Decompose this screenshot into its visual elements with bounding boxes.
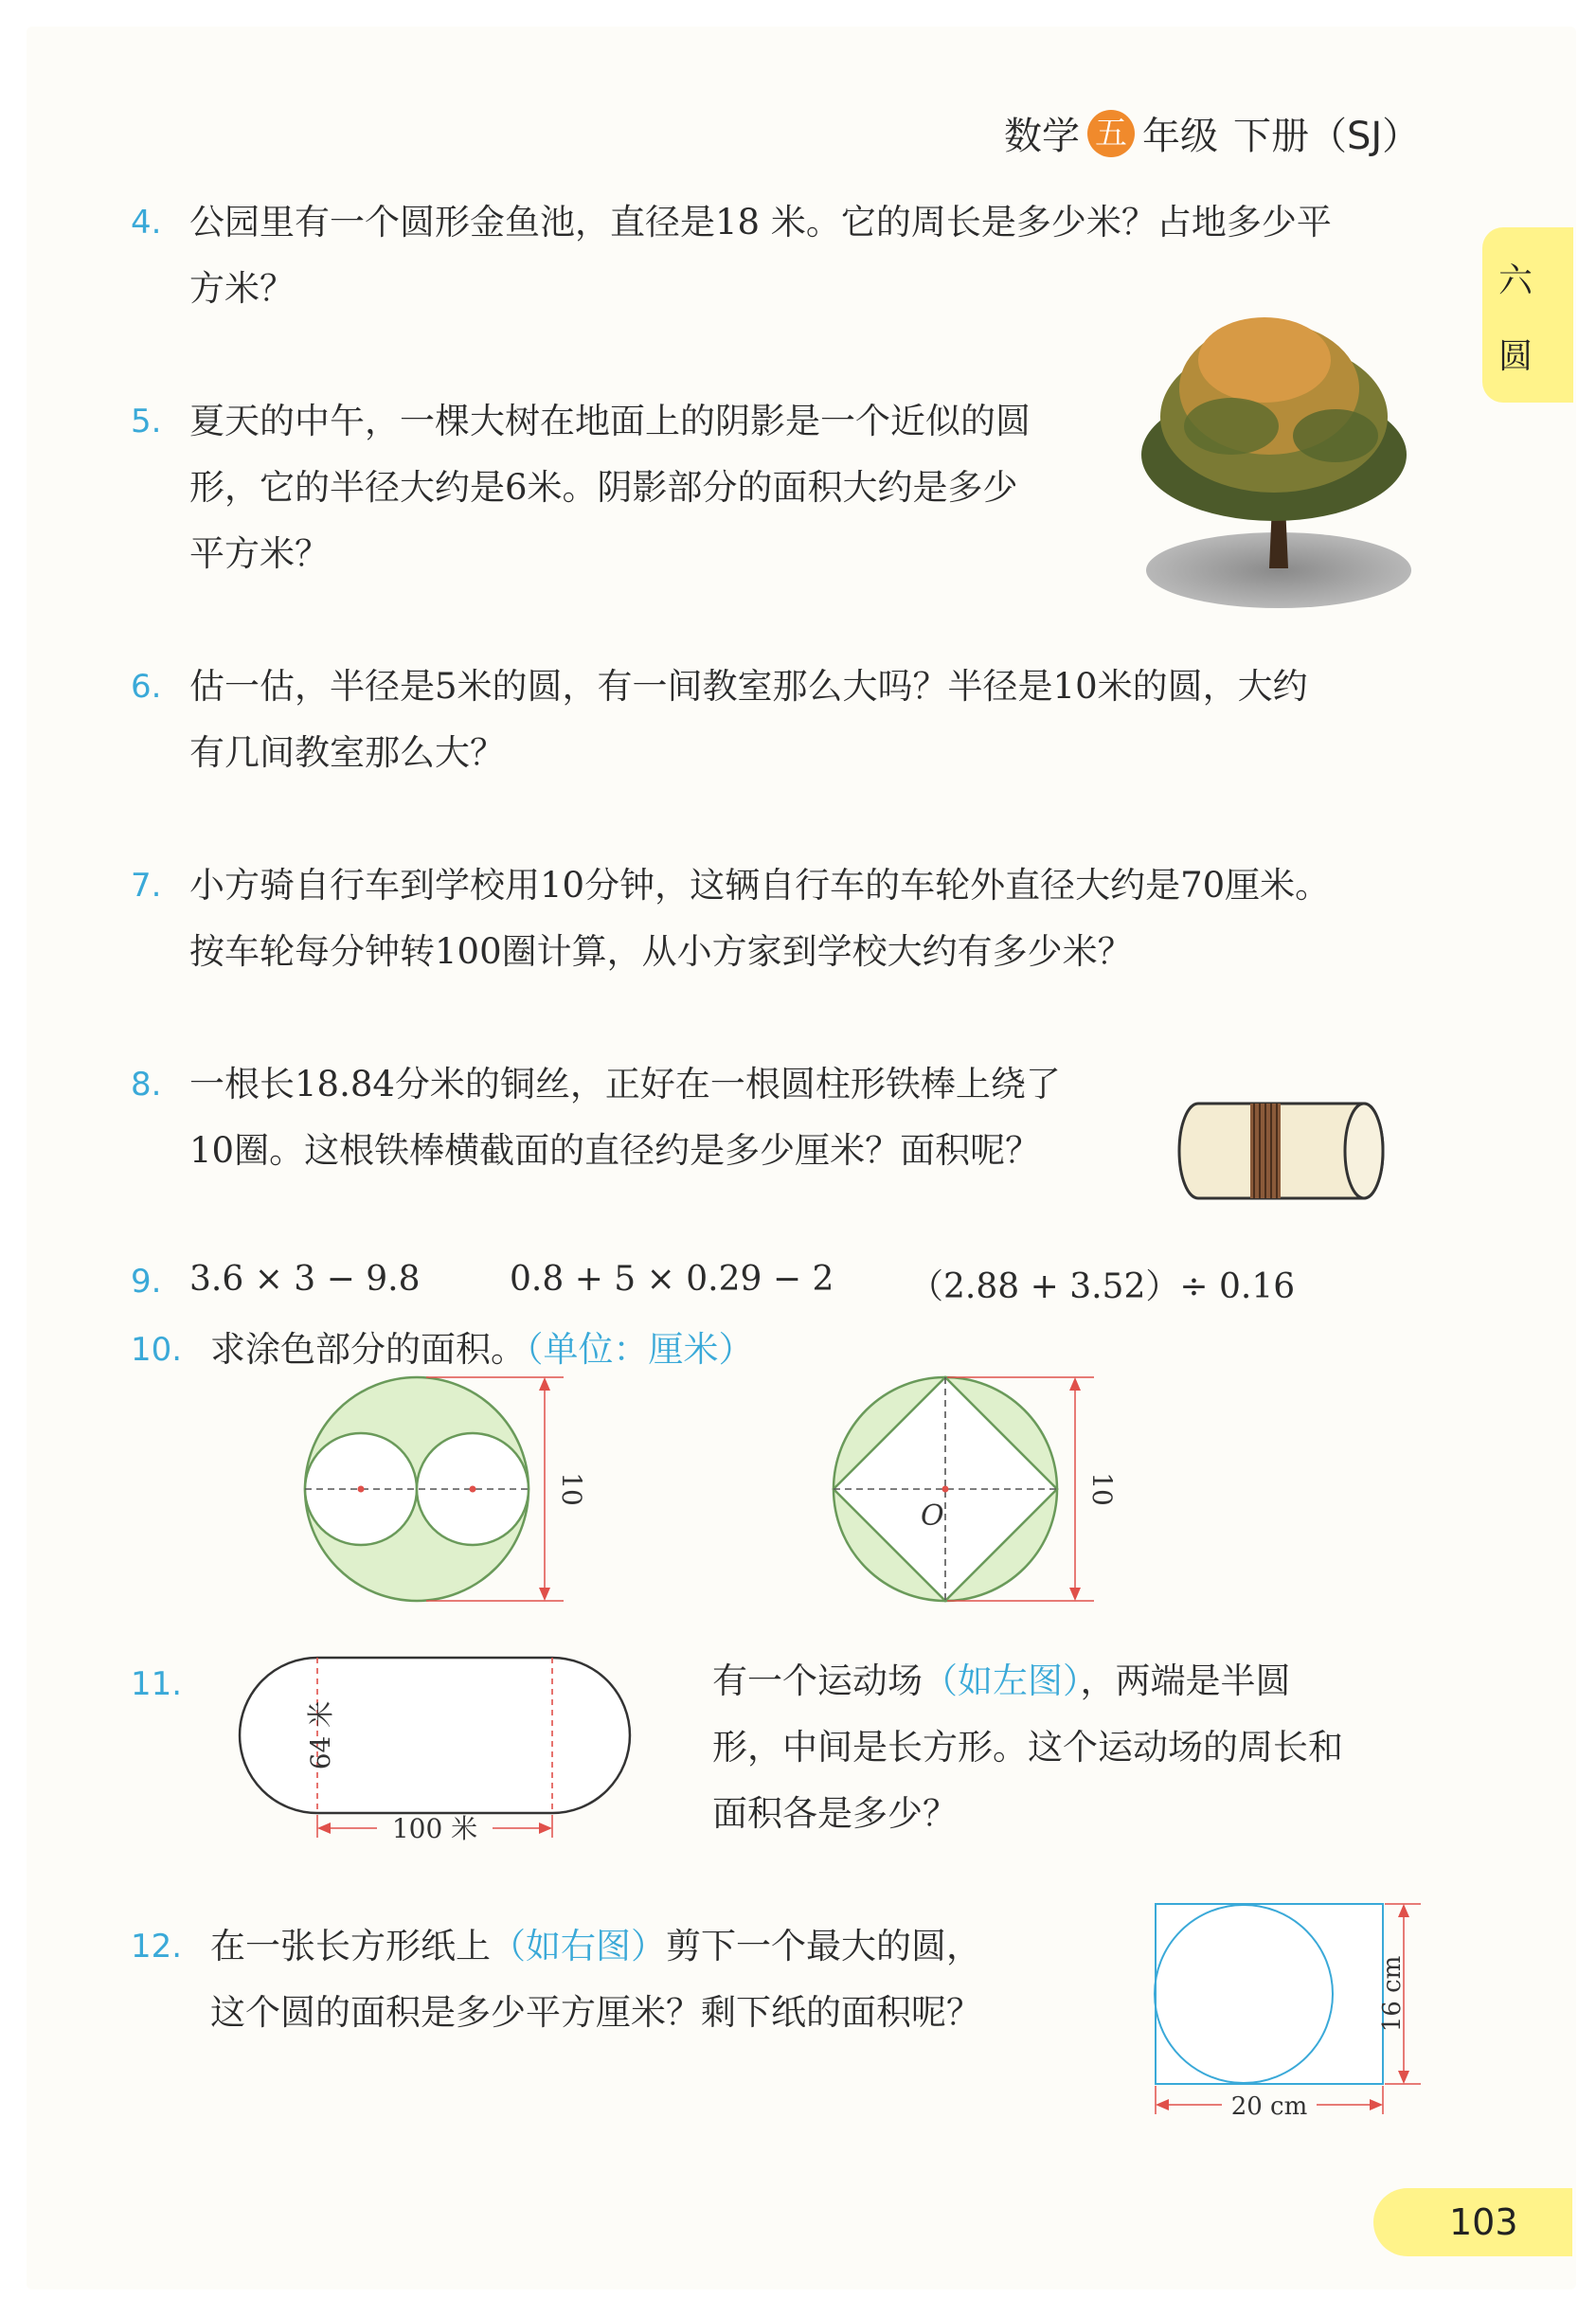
- problem-11-line1-b: （如左图）: [923, 1661, 1081, 1701]
- problem-6-line1: 估一估，半径是5米的圆，有一间教室那么大吗？半径是10米的圆，大约: [189, 666, 1308, 707]
- track-width-label: 64 米: [305, 1700, 336, 1770]
- page-number: 103: [1449, 2201, 1518, 2243]
- problem-12-line2: 这个圆的面积是多少平方厘米？剩下纸的面积呢？: [210, 1992, 981, 2033]
- grade-badge: 五: [1087, 110, 1135, 157]
- page-header: [1004, 106, 1420, 160]
- problem-4-line2: 方米？: [189, 268, 295, 309]
- header-volume: 下册（SJ）: [1233, 115, 1421, 158]
- page-number-tab: [1373, 2188, 1572, 2256]
- problem-8-number: 8.: [131, 1066, 162, 1104]
- problem-7-line2: 按车轮每分钟转100圈计算，从小方家到学校大约有多少米？: [189, 931, 1133, 972]
- rectangle-circle-diagram: [1146, 1894, 1430, 2122]
- problem-9-expr1: 3.6 × 3 − 9.8: [189, 1260, 421, 1299]
- problem-8-line2: 10圈。这根铁棒横截面的直径约是多少厘米？面积呢？: [189, 1130, 1041, 1171]
- problem-11-line1-a: 有一个运动场: [712, 1661, 923, 1701]
- problem-11-line1-c: ，两端是半圆: [1080, 1661, 1291, 1701]
- problem-7-number: 7.: [131, 867, 162, 905]
- problem-9-expr2: 0.8 + 5 × 0.29 − 2: [510, 1260, 834, 1299]
- header-grade: 年级: [1142, 115, 1218, 158]
- figure-10b-center: O: [921, 1499, 944, 1533]
- problem-12-number: 12.: [131, 1928, 183, 1966]
- problem-5-number: 5.: [131, 403, 162, 440]
- problem-6-number: 6.: [131, 668, 162, 706]
- problem-10-number: 10.: [131, 1331, 183, 1369]
- problem-5-line1: 夏天的中午，一棵大树在地面上的阴影是一个近似的圆: [189, 401, 1031, 441]
- problem-12-text-b: （如右图）: [491, 1926, 666, 1966]
- problem-12-text-a: 在一张长方形纸上: [210, 1926, 491, 1966]
- chapter-tab: [1482, 227, 1573, 403]
- problem-12-line1: [210, 1913, 981, 1980]
- problem-4-line1: 公园里有一个圆形金鱼池，直径是18 米。它的周长是多少米？占地多少平: [189, 202, 1332, 242]
- problem-5-line2: 形，它的半径大约是6米。阴影部分的面积大约是多少: [189, 467, 1018, 508]
- problem-9-expr3: （2.88 + 3.52）÷ 0.16: [909, 1267, 1296, 1306]
- track-length-label: 100 米: [391, 1813, 478, 1844]
- problem-9-number: 9.: [131, 1263, 162, 1301]
- problem-11-number: 11.: [131, 1665, 183, 1703]
- tree-illustration: [1118, 313, 1430, 625]
- header-subject: 数学: [1004, 115, 1080, 158]
- problem-10-question: 求涂色部分的面积。: [210, 1329, 526, 1370]
- figure-square-in-circle: [824, 1373, 1118, 1615]
- figure-two-circles: [294, 1373, 587, 1615]
- cylinder-rod-diagram: [1170, 1094, 1397, 1208]
- problem-8-line1: 一根长18.84分米的铜丝，正好在一根圆柱形铁棒上绕了: [189, 1064, 1061, 1104]
- chapter-number: 六: [1497, 261, 1533, 300]
- chapter-title: 圆: [1497, 337, 1533, 376]
- figure-10b-dim: 10: [1086, 1472, 1118, 1506]
- problem-4-number: 4.: [131, 204, 162, 242]
- problem-10-unit: （单位：厘米）: [526, 1329, 754, 1370]
- paper-width-label: 20 cm: [1230, 2092, 1308, 2121]
- problem-11-line2: 形，中间是长方形。这个运动场的周长和: [712, 1727, 1343, 1768]
- problem-12-text-c: 剪下一个最大的圆，: [666, 1926, 981, 1966]
- problem-7-line1: 小方骑自行车到学校用10分钟，这辆自行车的车轮外直径大约是70厘米。: [189, 865, 1331, 906]
- track-field-diagram: [235, 1648, 633, 1847]
- problem-11-line1: [712, 1648, 1291, 1715]
- paper-height-label: 16 cm: [1378, 1955, 1407, 2033]
- problem-11-line3: 面积各是多少？: [712, 1793, 958, 1834]
- figure-10a-dim: 10: [556, 1472, 587, 1506]
- problem-5-line3: 平方米？: [189, 533, 330, 574]
- problem-6-line2: 有几间教室那么大？: [189, 732, 505, 773]
